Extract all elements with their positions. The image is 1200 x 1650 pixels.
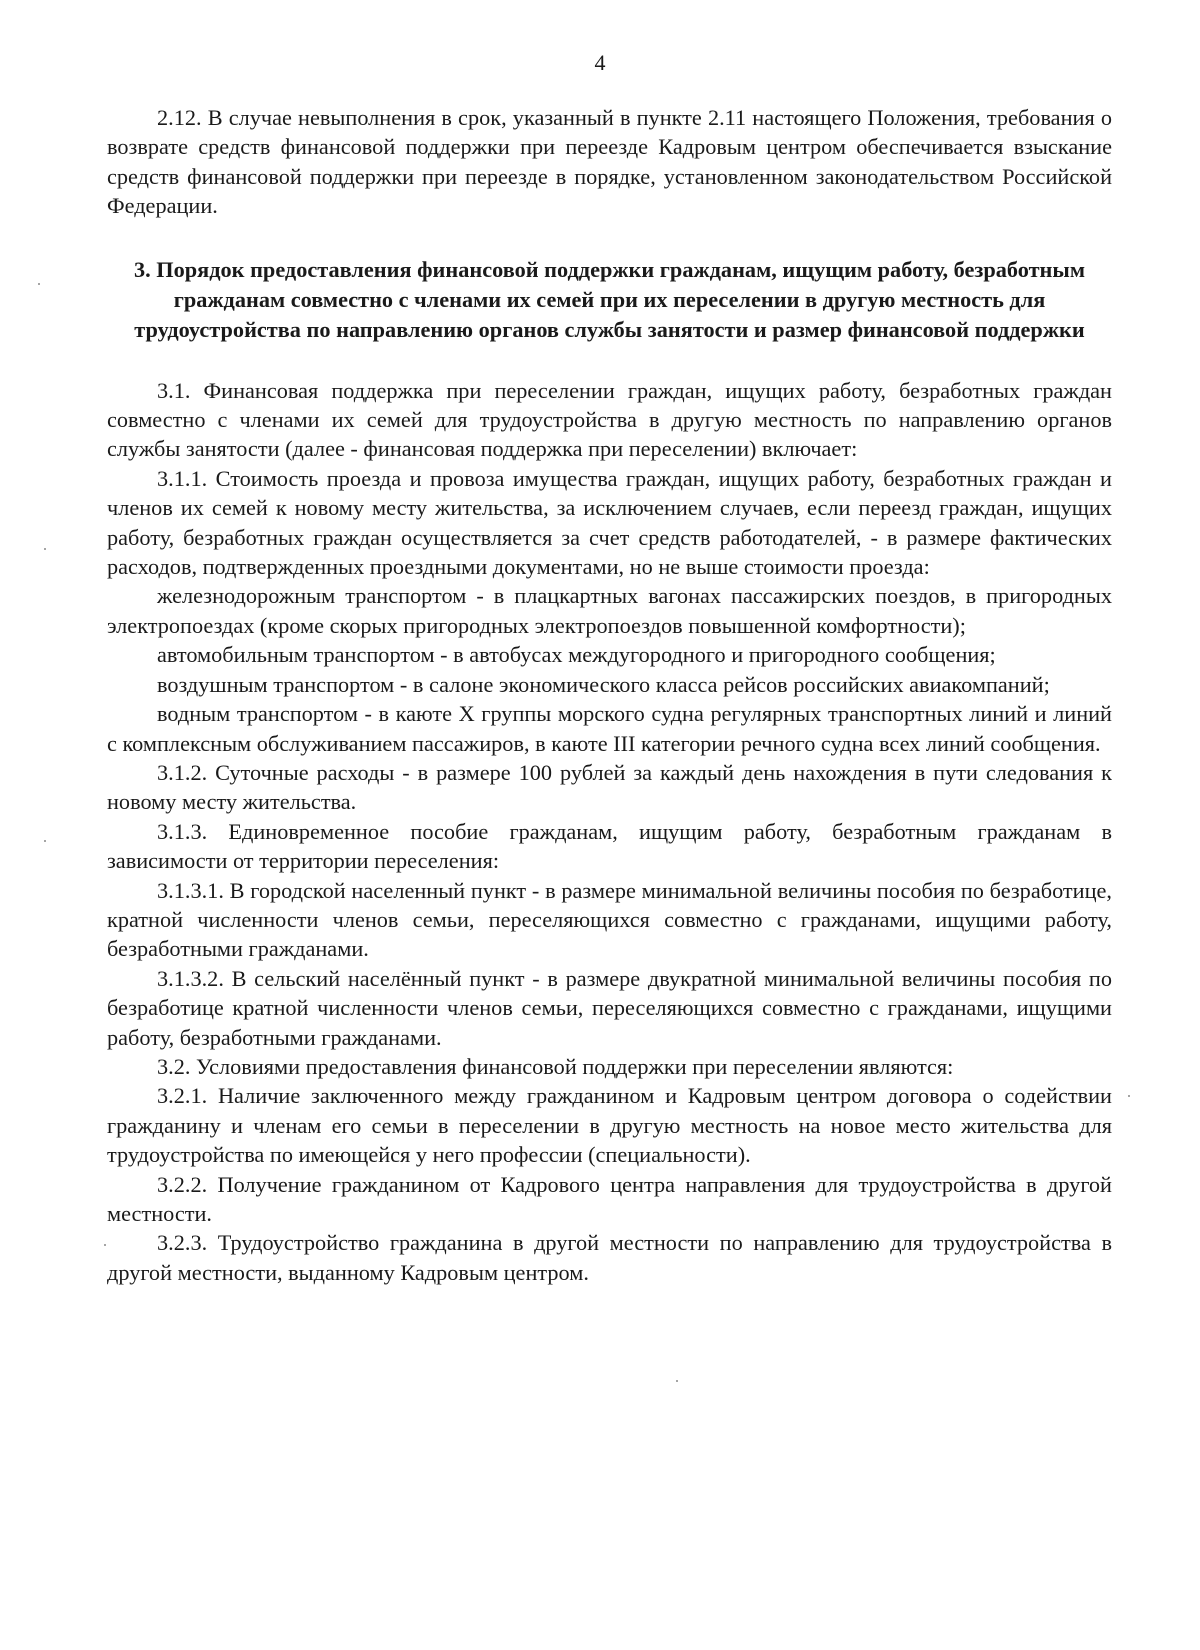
paragraph-3-2-2: 3.2.2. Получение гражданином от Кадрового центра направления для трудоустройства в другой местности. xyxy=(107,1171,1112,1226)
scan-speck xyxy=(44,840,46,842)
paragraph-3-2-3: 3.2.3. Трудоустройство гражданина в другой местности по направлению для трудоустройства в другой местности, выданному Кадровым центром. xyxy=(107,1230,1112,1285)
paragraph-3-2-1: 3.2.1. Наличие заключенного между гражданином и Кадровым центром договора о содействии гражданину и членам его семьи в переселении в другую местность на новое место жительства для трудоустройства по имеющейся у него профессии (специальности). xyxy=(107,1083,1112,1168)
scan-speck xyxy=(44,548,46,550)
paragraph-3-1-3-2: 3.1.3.2. В сельский населённый пункт - в размере двукратной минимальной величины пособия по безработице кратной численности членов семьи, переселяющихся совместно с гражданами, ищущими работу, безработными гражданами. xyxy=(107,965,1112,1050)
paragraph-air-transport: воздушным транспортом - в салоне экономического класса рейсов российских авиакомпаний; xyxy=(157,671,1050,697)
paragraph-3-1: 3.1. Финансовая поддержка при переселении граждан, ищущих работу, безработных граждан совместно с членами их семей для трудоустройства в другую местность по направлению органов службы занятости (далее - финансовая поддержка при переселении) включает: xyxy=(107,377,1112,462)
document-body xyxy=(107,103,1112,1287)
paragraph-road-transport: автомобильным транспортом - в автобусах междугородного и пригородного сообщения; xyxy=(157,642,996,668)
page-number: 4 xyxy=(594,50,606,75)
scan-speck xyxy=(104,1244,106,1246)
paragraph-3-1-3: 3.1.3. Единовременное пособие гражданам, ищущим работу, безработным гражданам в зависимости от территории переселения: xyxy=(107,818,1112,874)
paragraph-3-2: 3.2. Условиями предоставления финансовой поддержки при переселении являются: xyxy=(157,1053,954,1079)
paragraph-3-1-1: 3.1.1. Стоимость проезда и провоза имущества граждан, ищущих работу, безработных граждан и членов их семей к новому месту жительства, за исключением случаев, если переезд граждан, ищущих работу, безработных граждан осуществляется за счет средств работодателей, - в размере фактических расходов, подтвержденных проездными документами, но не выше стоимости проезда: xyxy=(107,465,1112,580)
scan-speck xyxy=(1128,1095,1130,1097)
scan-speck xyxy=(38,283,40,285)
paragraph-3-1-2: 3.1.2. Суточные расходы - в размере 100 рублей за каждый день нахождения в пути следования к новому месту жительства. xyxy=(107,759,1112,815)
paragraph-rail-transport: железнодорожным транспортом - в плацкартных вагонах пассажирских поездов, в пригородных электропоездах (кроме скорых пригородных электропоездов повышенной комфортности); xyxy=(107,583,1112,638)
paragraph-water-transport: водным транспортом - в каюте X группы морского судна регулярных транспортных линий и линий с комплексным обслуживанием пассажиров, в каюте III категории речного судна всех линий сообщения. xyxy=(107,701,1112,756)
scan-speck xyxy=(676,1380,678,1382)
section-3-heading: 3. Порядок предоставления финансовой поддержки гражданам, ищущим работу, безработным гражданам совместно с членами их семей при их переселении в другую местность для трудоустройства по направлению органов службы занятости и размер финансовой поддержки xyxy=(133,256,1086,342)
paragraph-3-1-3-1: 3.1.3.1. В городской населенный пункт - в размере минимальной величины пособия по безработице, кратной численности членов семьи, переселяющихся совместно с гражданами, ищущими работу, безработными гражданами. xyxy=(107,877,1112,962)
paragraph-2-12: 2.12. В случае невыполнения в срок, указанный в пункте 2.11 настоящего Положения, требования о возврате средств финансовой поддержки при переезде Кадровым центром обеспечивается взыскание средств финансовой поддержки при переезде в порядке, установленном законодательством Российской Федерации. xyxy=(107,105,1112,219)
